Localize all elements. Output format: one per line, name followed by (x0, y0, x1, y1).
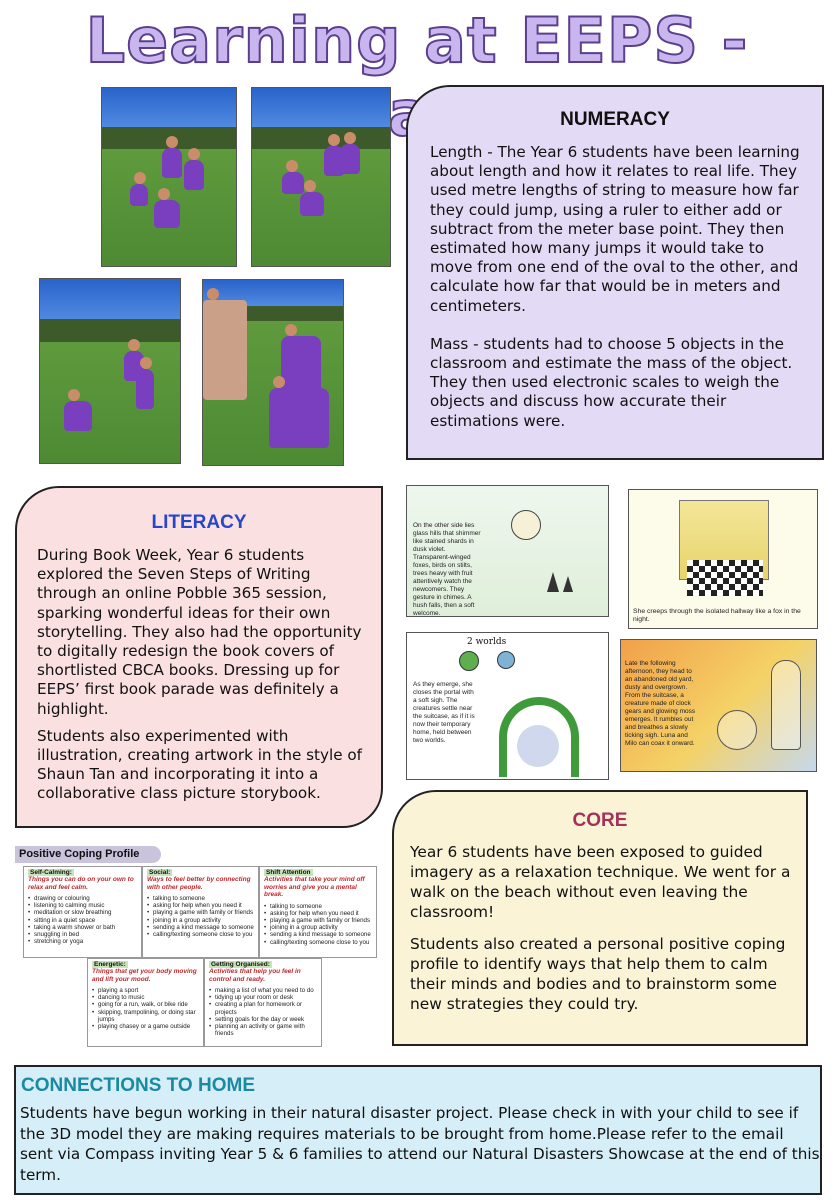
coping-section-shift-attention (259, 866, 377, 958)
list-item: • listening to calming music (28, 902, 137, 909)
artwork-two-worlds (406, 632, 609, 780)
portal-swirl (517, 725, 559, 767)
coping-section-heading: Shift Attention (266, 869, 311, 876)
list-item: • creating a plan for homework or projects (209, 1001, 317, 1015)
coping-section-heading: Energetic: (94, 961, 126, 968)
coping-profile-title: Positive Coping Profile (15, 846, 161, 863)
core-paragraph: Students also created a personal positive coping profile to identify ways that help them to calm their minds and bodies and to brainstorm some new strategies they could try. (410, 935, 786, 1013)
list-item: • talking to someone (147, 895, 254, 902)
list-item: • sending a kind message to someone (264, 931, 372, 938)
numeracy-paragraph: Mass - students had to choose 5 objects in the classroom and estimate the mass of the object. They then used electronic scales to weigh the objects and discuss how accurate their estimations were. (430, 334, 793, 430)
list-item: • skipping, trampolining, or doing star jumps (92, 1009, 199, 1023)
artwork-caption: On the other side lies glass hills that shimmer like stained shards in dusk violet. Transparent-winged foxes, birds on stilts, trees heavy with fruit attentively watch the newcomers. They gesture in chimes. A hush falls, then a soft welcome. (413, 522, 481, 617)
photo-students-measuring-1 (39, 278, 181, 464)
list-item: • playing a sport (92, 987, 199, 994)
list-item: • tidying up your room or desk (209, 994, 317, 1001)
home-heading: CONNECTIONS TO HOME (21, 1075, 255, 1096)
list-item: • joining in a group activity (147, 917, 254, 924)
list-item: • talking to someone (264, 903, 372, 910)
globe-drawing (497, 651, 515, 669)
literacy-paragraph: During Book Week, Year 6 students explored the Seven Steps of Writing through an online Pobble 365 session, sparking wonderful ideas for their own storytelling. They also had the opportunity to digitally redesign the book covers of shortlisted CBCA books. Dressing up for EEPS’ first book parade was definitely a highlight. (37, 546, 362, 718)
list-item: • drawing or colouring (28, 895, 137, 902)
coping-section-heading: Getting Organised: (211, 961, 270, 968)
tree-drawing (563, 576, 573, 592)
coping-profile (15, 846, 377, 1051)
artwork-caption: She creeps through the isolated hallway like a fox in the night. (633, 608, 801, 623)
coping-section-subtitle: Activities that help you feel in control and ready. (209, 968, 301, 983)
list-item: • going for a run, walk, or bike ride (92, 1001, 199, 1008)
page-title: Learning at EEPS - (85, 4, 749, 77)
moon-drawing (511, 510, 541, 540)
numeracy-panel (406, 85, 824, 460)
tree-drawing (547, 572, 559, 592)
list-item: • playing chasey or a game outside (92, 1023, 199, 1030)
connections-to-home-panel (14, 1065, 822, 1195)
artwork-hallway (628, 489, 818, 629)
artwork-glass-hills (406, 485, 609, 617)
list-item: • taking a warm shower or bath (28, 924, 137, 931)
figure-drawing (771, 660, 801, 750)
coping-section-social (142, 866, 259, 958)
literacy-panel (15, 486, 383, 828)
globe-drawing (459, 651, 479, 671)
list-item: • sitting in a quiet space (28, 917, 137, 924)
literacy-heading: LITERACY (151, 512, 247, 533)
creature-drawing (717, 710, 757, 750)
list-item: • planning an activity or game with friends (209, 1023, 317, 1037)
coping-section-subtitle: Activities that take your mind off worries and give you a mental break. (264, 876, 365, 898)
coping-section-getting-organised (204, 958, 322, 1047)
artwork-caption: Late the following afternoon, they head to an abandoned old yard, dusty and overgrown. From the suitcase, a creature made of clock gears and glowing moss emerges. It rumbles out and breathes a slowly ticking sigh. Luna and Milo can coax it onward. (625, 660, 696, 747)
home-paragraph: Students have begun working in their natural disaster project. Please check in with your child to see if the 3D model they are making requires materials to be brought from home.Please refer to the email sent via Compass inviting Year 5 & 6 families to attend our Natural Disasters Showcase at the end of this term. (20, 1104, 820, 1184)
list-item: • playing a game with family or friends (264, 917, 372, 924)
list-item: • dancing to music (92, 994, 199, 1001)
literacy-paragraph: Students also experimented with illustration, creating artwork in the style of Shaun Tan and incorporating it into a collaborative class picture storybook. (37, 726, 363, 803)
core-panel (392, 790, 808, 1046)
list-item: • playing a game with family or friends (147, 909, 254, 916)
list-item: • making a list of what you need to do (209, 987, 317, 994)
photo-students-jumping-1 (101, 87, 237, 267)
numeracy-paragraph: Length - The Year 6 students have been learning about length and how it relates to real life. They used metre lengths of string to measure how far they could jump, using a ruler to either add or subtract from the meter base point. They then estimated how many jumps it would take to move from one end of the oval to the other, and calculate how far that would be in meters and centimeters. (430, 143, 800, 315)
photo-students-measuring-2 (202, 279, 344, 466)
coping-section-self-calming (23, 866, 142, 958)
photo-students-jumping-2 (251, 87, 391, 267)
coping-section-heading: Self-Calming: (30, 869, 72, 876)
numeracy-heading: NUMERACY (560, 109, 670, 130)
list-item: • calling/texting someone close to you (147, 931, 254, 938)
coping-section-subtitle: Ways to feel better by connecting with other people. (147, 876, 251, 891)
list-item: • stretching or yoga (28, 938, 137, 945)
core-paragraph: Year 6 students have been exposed to guided imagery as a relaxation technique. We went for a walk on the beach without even leaving the classroom! (410, 843, 791, 921)
list-item: • sending a kind message to someone (147, 924, 254, 931)
artwork-abandoned-yard (620, 639, 817, 772)
list-item: • asking for help when you need it (147, 902, 254, 909)
list-item: • calling/texting someone close to you (264, 939, 372, 946)
list-item: • snuggling in bed (28, 931, 137, 938)
coping-section-heading: Social: (149, 869, 171, 876)
coping-section-energetic (87, 958, 204, 1047)
list-item: • asking for help when you need it (264, 910, 372, 917)
artwork-label: 2 worlds (467, 637, 507, 647)
coping-section-subtitle: Things you can do on your own to relax and feel calm. (28, 876, 134, 891)
list-item: • joining in a group activity (264, 924, 372, 931)
list-item: • meditation or slow breathing (28, 909, 137, 916)
checkered-floor (687, 560, 763, 596)
artwork-caption: As they emerge, she closes the portal with a soft sigh. The creatures settle near the suitcase, as if it is now their temporary home, held between two worlds. (413, 681, 475, 744)
coping-section-subtitle: Things that get your body moving and lift your mood. (92, 968, 197, 983)
list-item: • setting goals for the day or week (209, 1016, 317, 1023)
core-heading: CORE (572, 810, 628, 831)
